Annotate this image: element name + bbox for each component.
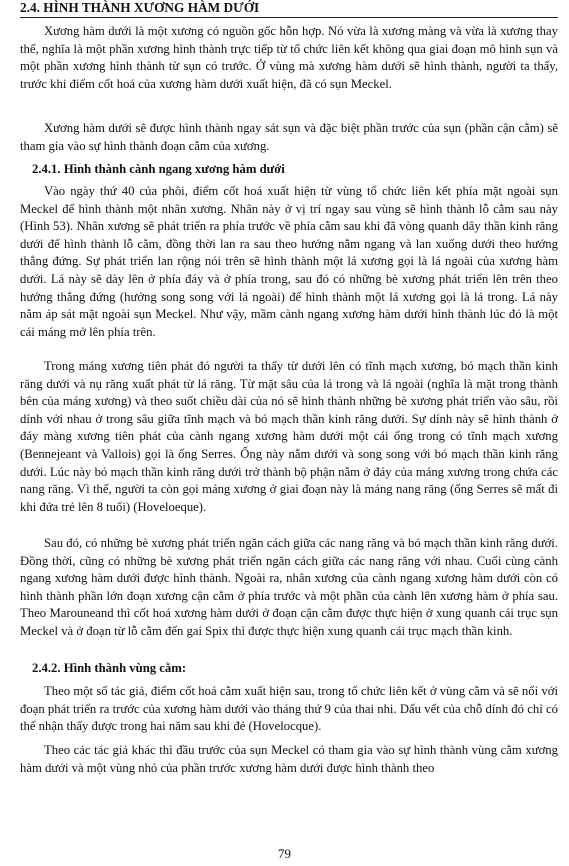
subheading-2-4-1: 2.4.1. Hình thành cành ngang xương hàm dưới (32, 162, 285, 176)
paragraph-2: Xương hàm dưới sẽ được hình thành ngay sát sụn và đặc biệt phần trước của sụn (phần cận cằm) sẽ tham gia vào sự hình thành đoạn cằm của xương. (20, 121, 558, 153)
page-number: 79 (278, 846, 291, 861)
heading-underline (20, 17, 558, 18)
subheading-2-4-2: 2.4.2. Hình thành vùng cằm: (32, 661, 187, 675)
paragraph-5: Sau đó, có những bè xương phát triển ngăn cách giữa các nang răng và bó mạch thần kinh răng dưới. Đồng thời, cũng có những bè xương phát triển ngăn cách giữa các nang răng với nhau. Cuối cùng cành ngang xương hàm dưới được hình thành. Ngoài ra, nhân xương của cành ngang xương hàm dưới còn có hình thành phần lớn đoạn xương cận cằm ở phía trước và một phần của cành lên xương hàm ở phía sau. Theo Marouneand thì cốt hoá xương hàm dưới ở đoạn cận cằm được thực hiện ở xung quanh cái trục sụn Meckel và ở đoạn từ lỗ cằm đến gai Spix thì được thực hiện xung quanh cái trục mạch thần kinh. (20, 536, 558, 638)
paragraph-4: Trong máng xương tiên phát đó người ta thấy từ dưới lên có tĩnh mạch xương, bó mạch thần kinh răng dưới và nụ răng xuất phát từ lá răng. Từ mặt sâu của lá trong và lá ngoài (nghĩa là mặt trong thành bên của máng xương) và theo suốt chiều dài của nó sẽ hình thành những bè xương phát triển vào sâu, rồi dính với nhau ở trong sâu giữa tĩnh mạch và bó mạch thần kinh răng dưới. Sự dính này sẽ hình thành ở đáy màng xương tiên phát của cành ngang xương hàm dưới một cái ống trong có tĩnh mạch xương (Bennejeant và Vallois) gọi là ống Serres. Ống này nằm dưới và song song với bó mạch thần kinh răng dưới. Lúc này bó mạch thần kinh răng dưới trở thành bộ phận nằm ở đáy của máng xương trong chứa các nang răng. Vì thế, người ta còn gọi máng xương ở giai đoạn này là máng nang răng (ống Serres sẽ mất đi khi đứa trẻ lên 8 tuổi) (Hoveloeque). (20, 359, 558, 514)
section-heading: 2.4. HÌNH THÀNH XƯƠNG HÀM DƯỚI (20, 0, 260, 15)
paragraph-1: Xương hàm dưới là một xương có nguồn gốc hỗn hợp. Nó vừa là xương màng và vừa là xương thay thế, nghĩa là một phần xương hình thành trực tiếp từ tổ chức liên kết không qua giai đoạn mô hình sụn và một phần xương hình thành từ sụn có trước. Ở vùng mà xương hàm dưới sẽ hình thành, người ta thấy, trước khi điểm cốt hoá của xương hàm dưới xuất hiện, đã có sụn Meckel. (20, 24, 558, 91)
paragraph-3: Vào ngày thứ 40 của phôi, điểm cốt hoá xuất hiện từ vùng tổ chức liên kết phía mặt ngoài sụn Meckel để hình thành một nhân xương. Nhân này ở vị trí ngay sau vùng sẽ hình thành lỗ cằm sau này (Hình 53). Nhân xương sẽ phát triển ra phía trước về phía cằm sau khi đã vòng quanh dây thần kinh răng dưới để hình thành lỗ cằm, đồng thời lan ra sau theo hướng nằm ngang và lan xuống dưới theo hướng thẳng đứng. Sự phát triển lan rộng nói trên sẽ hình thành một lá xương gọi là lá ngoài của xương hàm dưới. Lá này sẽ dày lên ở phía đáy và ở phía trong, sau đó có những bè xương phát triển lên trên theo hướng thẳng đứng (hướng song song với lá ngoài) để hình thành một lá xương gọi là lá trong. Lá này nằm áp sát mặt ngoài sụn Meckel. Như vậy, mầm cành ngang xương hàm dưới hình thành lúc đó là một cái máng mở lên phía trên. (20, 184, 558, 339)
paragraph-7: Theo các tác giả khác thì đầu trước của sụn Meckel có tham gia vào sự hình thành vùng cằm xương hàm dưới và một vùng nhỏ của phần trước xương hàm dưới được hình thành theo (20, 743, 558, 775)
paragraph-6: Theo một số tác giả, điểm cốt hoá cằm xuất hiện sau, trong tổ chức liên kết ở vùng cằm và sẽ nối với đoạn phát triển ra trước của xương hàm dưới vào tháng thứ 9 của thai nhi. Dấu vết của chỗ dính đó chỉ có thể nhận thấy được trong hai năm sau khi đẻ (Hovelocque). (20, 684, 558, 734)
